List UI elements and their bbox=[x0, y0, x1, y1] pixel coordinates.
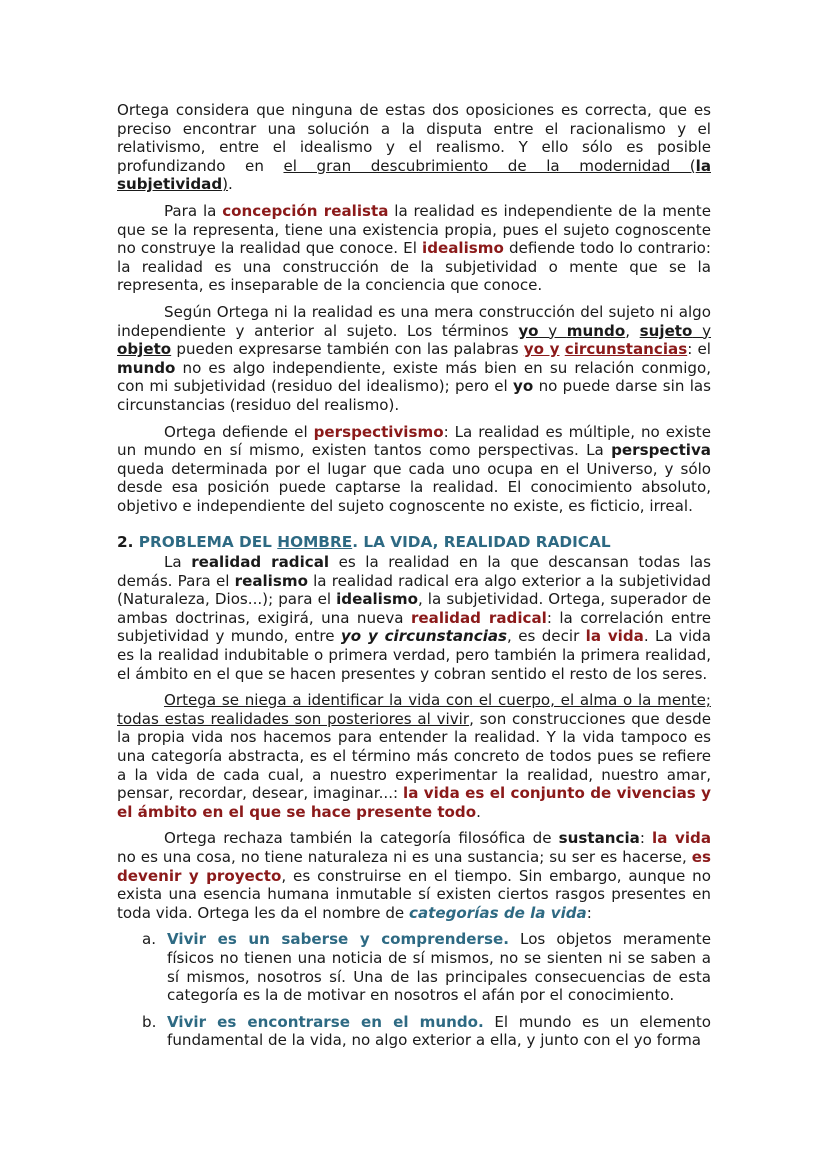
text-span: , la subjetividad. Ortega, superador de ambas doctrinas, exigirá, una nueva bbox=[117, 590, 711, 627]
term-yo-y: yo y bbox=[523, 340, 560, 359]
term-la-vida: la vida bbox=[585, 627, 644, 646]
text-span: : La realidad es múltiple, no existe un mundo en sí mismo, existen tantos como perspectivas. La bbox=[117, 422, 711, 460]
paragraph-yo-mundo bbox=[117, 303, 711, 415]
text-span: : la correlación entre subjetividad y mundo, entre bbox=[117, 608, 711, 646]
text-span: no es algo independiente, existe más bien en su relación conmigo, con mi subjetividad (residuo del idealismo); pero el bbox=[117, 358, 711, 396]
term-categorias-vida: categorías de la vida bbox=[409, 903, 587, 922]
underlined-sentence: Ortega se niega a identificar la vida con el cuerpo, el alma o la mente; todas estas realidades son posteriores al vivir bbox=[117, 691, 711, 728]
category-text: Los objetos meramente físicos no tienen una noticia de sí mismos, no se sienten ni se saben a sí mismos, nosotros sí. Una de las principales consecuencias de esta categoría es la de motivar en nosotros el afán por el conocimiento. bbox=[167, 930, 711, 1005]
term-devenir-proyecto: es devenir y proyecto bbox=[117, 847, 711, 885]
text-span: . bbox=[476, 802, 481, 821]
term-sustancia: sustancia bbox=[558, 829, 640, 848]
list-marker: b. bbox=[142, 1012, 157, 1031]
category-title: Vivir es un saberse y comprenderse. bbox=[167, 930, 509, 949]
text-span: queda determinada por el lugar que cada uno ocupa en el Universo, y sólo desde esa posición puede captarse la realidad. El conocimiento absoluto, objetivo e independiente del sujeto cognoscente no existe, es ficticio, irreal. bbox=[117, 459, 711, 515]
text-span: Ortega defiende el bbox=[164, 422, 314, 441]
term-conjunto-vivencias: la vida es el conjunto de vivencias y el ámbito en el que se hace presente todo bbox=[117, 784, 712, 821]
term-yo: yo bbox=[518, 321, 539, 340]
term-objeto: objeto bbox=[117, 340, 172, 359]
term-idealismo: idealismo bbox=[422, 239, 504, 258]
list-marker: a. bbox=[142, 930, 157, 949]
text-span: Ortega considera que ninguna de estas dos oposiciones es correcta, que es preciso encontrar una solución a la disputa entre el racionalismo y el relativismo, entre el idealismo y el realismo. Y ello sólo es posible profundizando en bbox=[117, 101, 711, 175]
list-item bbox=[117, 930, 711, 1004]
paragraph-perspectivismo bbox=[117, 423, 711, 516]
text-span: , es decir bbox=[507, 627, 586, 646]
term-mundo: mundo bbox=[566, 321, 626, 340]
term-realismo: realismo bbox=[234, 571, 308, 590]
term-realidad-radical-red: realidad radical bbox=[410, 608, 547, 627]
text-span: y bbox=[692, 321, 712, 340]
text-span: . La vida es la realidad indubitable o primera verdad, pero también la primera realidad, el ámbito en el que se hacen presentes y cobran sentido el resto de los seres. bbox=[117, 627, 711, 683]
category-title: Vivir es encontrarse en el mundo. bbox=[167, 1012, 484, 1031]
term-la-vida: la vida bbox=[652, 829, 712, 848]
term-sujeto: sujeto bbox=[639, 321, 693, 340]
term-circunstancias: circunstancias bbox=[564, 340, 688, 359]
list-item bbox=[117, 1013, 711, 1050]
text-span: PROBLEMA DEL bbox=[133, 533, 278, 552]
paragraph-vida-cuerpo bbox=[117, 691, 711, 821]
text-span: , es construirse en el tiempo. Sin embargo, aunque no exista una esencia humana inmutable sí existen ciertos rasgos presentes en toda vida. Ortega les da el nombre de bbox=[117, 866, 711, 922]
text-span: no es una cosa, no tiene naturaleza ni es una sustancia; su ser es hacerse, bbox=[117, 847, 692, 866]
text-span: no puede darse sin las circunstancias (residuo del realismo). bbox=[117, 377, 711, 414]
term-idealismo: idealismo bbox=[336, 590, 418, 609]
text-span: . LA VIDA, REALIDAD RADICAL bbox=[352, 533, 611, 552]
document-page bbox=[117, 101, 711, 1058]
term-realidad-radical: realidad radical bbox=[191, 553, 330, 572]
text-span: Para la bbox=[164, 201, 223, 220]
text-span: y bbox=[538, 321, 567, 340]
heading-underlined-word: HOMBRE bbox=[277, 533, 353, 552]
text-span: ) bbox=[222, 175, 229, 194]
text-span: , son construcciones que desde la propia vida nos hacemos para entender la realidad. Y la vida tampoco es una categoría abstracta, es el término más concreto de todos pues se refiere a la vida de cada cual, a nuestro experimentar la realidad, nuestro amar, pensar, recordar, desear, imaginar...: bbox=[117, 709, 711, 803]
section-heading bbox=[117, 533, 711, 552]
paragraph-realidad-radical bbox=[117, 553, 711, 683]
text-span: . bbox=[228, 175, 233, 194]
paragraph-sustancia bbox=[117, 829, 711, 922]
paragraph-intro bbox=[117, 101, 711, 194]
categories-list bbox=[117, 930, 711, 1050]
text-span: La bbox=[164, 553, 192, 572]
term-concepcion-realista: concepción realista bbox=[222, 201, 389, 220]
term-perspectivismo: perspectivismo bbox=[313, 422, 444, 441]
category-text: El mundo es un elemento fundamental de la vida, no algo exterior a ella, y junto con el yo forma bbox=[167, 1012, 711, 1050]
highlight-subjetividad: la subjetividad bbox=[117, 156, 711, 194]
text-span: : el bbox=[687, 340, 711, 359]
text-span: pueden expresarse también con las palabras bbox=[171, 340, 524, 359]
paragraph-realismo bbox=[117, 202, 711, 295]
text-span: : bbox=[586, 903, 592, 922]
text-span: , bbox=[625, 321, 640, 340]
term-yo-y-circunstancias: yo y circunstancias bbox=[340, 627, 508, 646]
term-mundo-bold: mundo bbox=[117, 358, 176, 377]
text-span: es la realidad en la que descansan todas las demás. Para el bbox=[117, 553, 711, 590]
term-perspectiva: perspectiva bbox=[611, 441, 711, 460]
term-yo-bold: yo bbox=[513, 377, 534, 396]
text-span: : bbox=[639, 829, 653, 848]
text-span: Ortega rechaza también la categoría filosófica de bbox=[164, 829, 559, 848]
text-span: la realidad es independiente de la mente que se la representa, tiene una existencia propia, pues el sujeto cognoscente no construye la realidad que conoce. El bbox=[117, 201, 711, 258]
text-span: defiende todo lo contrario: la realidad es una construcción de la subjetividad o mente que se la representa, es inseparable de la conciencia que conoce. bbox=[117, 239, 711, 295]
text-span: el gran descubrimiento de la modernidad ( bbox=[283, 156, 696, 175]
text-span: Según Ortega ni la realidad es una mera construcción del sujeto ni algo independiente y anterior al sujeto. Los términos bbox=[117, 302, 711, 340]
text-span: la realidad radical era algo exterior a la subjetividad (Naturaleza, Dios...); para el bbox=[117, 571, 712, 609]
section-number: 2. bbox=[117, 533, 134, 552]
